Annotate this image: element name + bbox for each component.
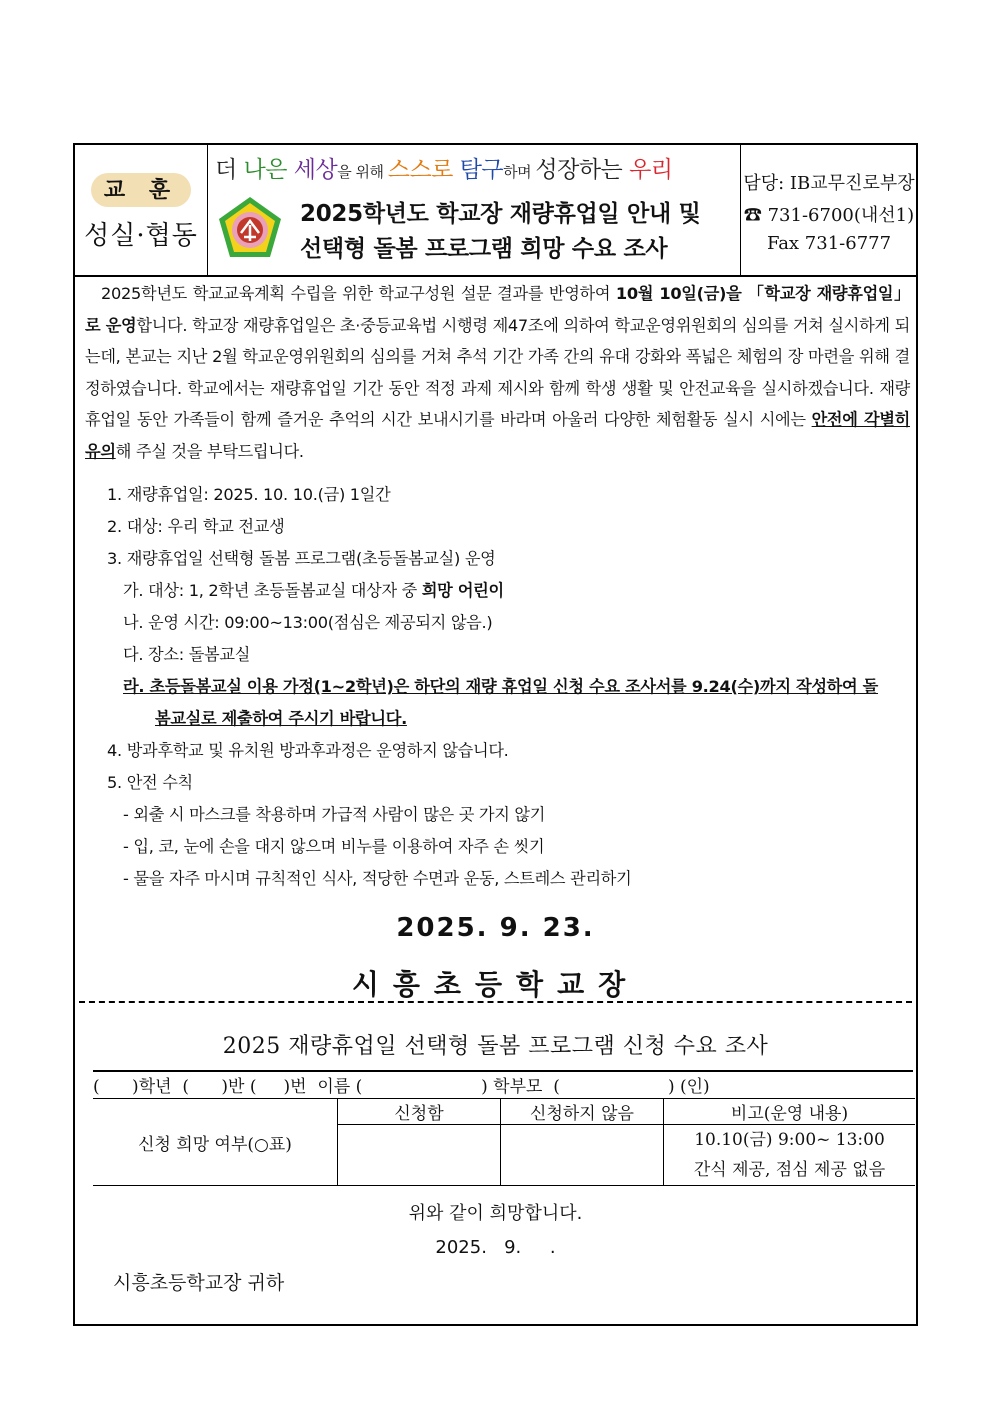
- school-emblem-icon: [215, 195, 285, 265]
- contact-box: [740, 145, 917, 275]
- slogan-word: 세상: [293, 157, 338, 183]
- form-title: 2025 재량휴업일 선택형 돌봄 프로그램 신청 수요 조사: [222, 1034, 769, 1059]
- item-highlight: 봄교실로 제출하여 주시기 바랍니다.: [155, 709, 407, 728]
- form-recipient: 시흥초등학교장 귀하: [113, 1272, 285, 1294]
- slogan-word: 우리: [629, 157, 673, 183]
- survey-table: [93, 1098, 915, 1186]
- contact-person: 담당: IB교무진로부장: [743, 173, 915, 194]
- list-item: 다. 장소: 돌봄교실: [123, 645, 251, 664]
- item-highlight: 라. 초등돌봄교실 이용 가정(1~2학년)은 하단의 재량 휴업일 신청 수요 조사서를 9.24(수)까지 작성하여 돌: [123, 677, 879, 696]
- confirmation-text: 위와 같이 희망합니다.: [408, 1203, 583, 1224]
- title-line-1: 2025학년도 학교장 재량휴업일 안내 및: [300, 201, 701, 227]
- list-item: - 외출 시 마스크를 착용하며 가급적 사람이 많은 곳 가지 않기: [123, 805, 546, 824]
- notice-title: [300, 197, 740, 267]
- not-apply-cell[interactable]: [501, 1125, 664, 1186]
- list-item: [107, 703, 917, 735]
- title-line-2: 선택형 돌봄 프로그램 희망 수요 조사: [300, 236, 668, 262]
- intro-text: 합니다. 학교장 재량휴업일은 초·중등교육법 시행령 제47조에 의하여 학교운영위원회의 심의를 거쳐 실시하게 되는데, 본교는 지난 2월 학교운영위원회의 심의를 거쳐 추석 기간 가족 간의 유대 강화와 폭넓은 체험의 장 마련을 위해 결정하였습니다. 학교에서는 재량휴업일 기간 동안 적정 과제 제시와 함께 학생 생활 및 안전교육을 실시하겠습니다. 재량휴업일 동안 가족들이 함께 즐거운 추억의 시간 보내시기를 바라며 아울러 다양한 체험활동 실시 시에는: [85, 315, 910, 429]
- list-item: - 물을 자주 마시며 규칙적인 식사, 적당한 수면과 운동, 스트레스 관리하기: [123, 869, 632, 888]
- list-item: 2. 대상: 우리 학교 전교생: [107, 517, 285, 536]
- slogan-word: 성장하는: [535, 157, 630, 183]
- slogan-word: 탐구: [459, 157, 504, 183]
- principal-signature: 시흥초등학교장: [351, 968, 640, 1001]
- list-item: - 입, 코, 눈에 손을 대지 않으며 비누를 이용하여 자주 손 씻기: [123, 837, 545, 856]
- school-slogan: [215, 151, 740, 187]
- cut-line: [79, 1001, 912, 1003]
- notice-date: 2025. 9. 23.: [396, 913, 595, 943]
- list-item: 5. 안전 수칙: [107, 773, 193, 792]
- intro-safety-highlight: 안전에 각별히 유의: [85, 410, 910, 461]
- slogan-word: 하며: [503, 163, 536, 181]
- column-note: 비고(운영 내용): [664, 1099, 916, 1125]
- slogan-word: 을 위해: [337, 163, 388, 181]
- student-info-line: ( )학년 ( )반 ( )번 이름 ( ) 학부모 ( ) (인): [93, 1077, 710, 1097]
- list-item: 나. 운영 시간: 09:00~13:00(점심은 제공되지 않음.): [123, 613, 493, 632]
- apply-cell[interactable]: [338, 1125, 501, 1186]
- list-item: [107, 575, 917, 607]
- contact-fax: Fax 731-6777: [766, 233, 892, 254]
- column-apply: 신청함: [338, 1099, 501, 1125]
- list-item: 1. 재량휴업일: 2025. 10. 10.(금) 1일간: [107, 485, 391, 504]
- list-item: [107, 671, 917, 703]
- notice-frame: [73, 143, 918, 1326]
- slogan-word: 더: [215, 157, 244, 183]
- school-motto-box: [75, 145, 208, 275]
- intro-highlight: 10월 10일(금)을 「학교장 재량휴업일」로 운영: [85, 284, 910, 335]
- letterhead: [75, 145, 916, 277]
- row-label: 신청 희망 여부(○표): [93, 1099, 338, 1186]
- slogan-word: 나은: [243, 157, 294, 183]
- note-time: 10.10(금) 9:00~ 13:00: [694, 1130, 885, 1150]
- form-date: 2025. 9. .: [435, 1237, 556, 1258]
- notice-items: [107, 479, 917, 895]
- list-item: 4. 방과후학교 및 유치원 방과후과정은 운영하지 않습니다.: [107, 741, 509, 760]
- note-meal: 간식 제공, 점심 제공 없음: [693, 1160, 886, 1180]
- motto-text: 성실·협동: [84, 221, 198, 251]
- intro-text: 2025학년도 학교교육계획 수립을 위한 학교구성원 설문 결과를 반영하여: [101, 284, 616, 303]
- list-item: 3. 재량휴업일 선택형 돌봄 프로그램(초등돌봄교실) 운영: [107, 549, 496, 568]
- motto-label: 교 훈: [91, 173, 191, 207]
- note-cell: [664, 1125, 916, 1186]
- intro-paragraph: [85, 278, 910, 467]
- contact-phone: ☎ 731-6700(내선1): [743, 205, 915, 226]
- item-text: 가. 대상: 1, 2학년 초등돌봄교실 대상자 중: [123, 581, 422, 600]
- column-not-apply: 신청하지 않음: [501, 1099, 664, 1125]
- item-highlight: 희망 어린이: [421, 581, 504, 600]
- slogan-word: 스스로: [387, 157, 460, 183]
- intro-text: 해 주실 것을 부탁드립니다.: [115, 441, 304, 461]
